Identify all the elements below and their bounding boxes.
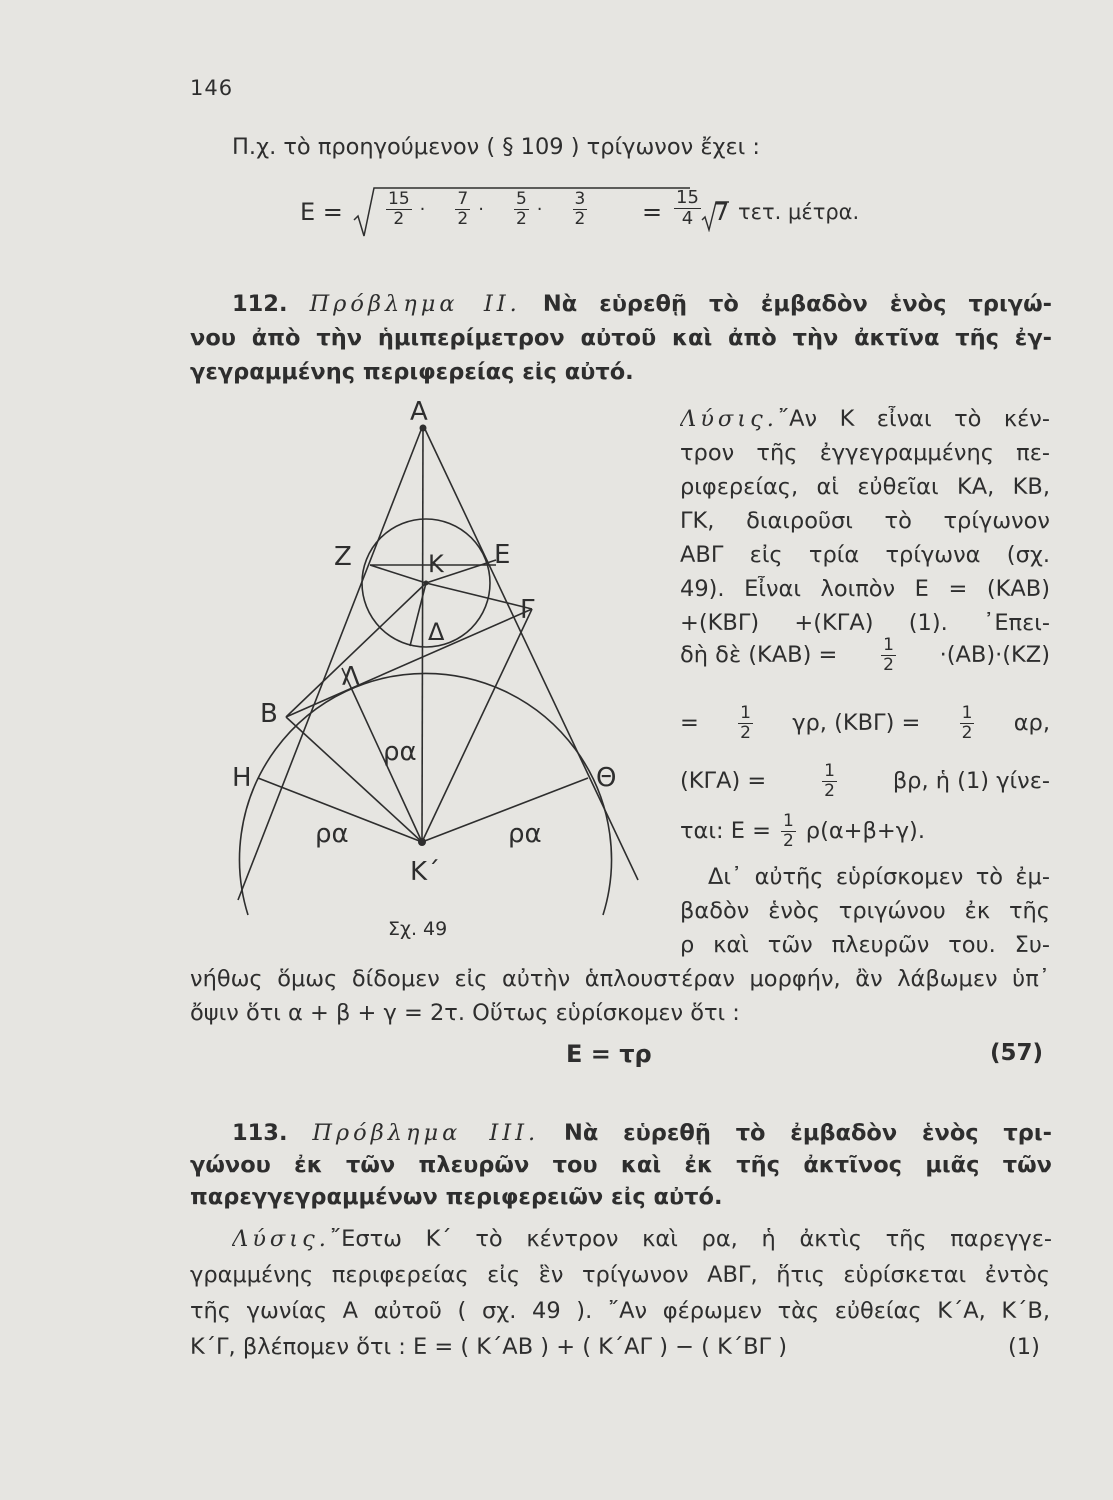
label-H: Η <box>232 763 252 793</box>
fraction-15-2: $\frac{15}{2}$ <box>388 189 410 229</box>
solution-112-line5: ΑΒΓ εἰς τρία τρίγωνα (σχ. <box>680 542 1050 568</box>
root-seven: 7 <box>714 198 730 226</box>
problem-112-title-line3: γεγραμμένης περιφερείας εἰς αὐτό. <box>190 359 634 385</box>
problem-113-title-line1 <box>232 1120 1052 1147</box>
point-K-prime <box>418 838 426 846</box>
problem-112-label: Πρόβλημα II. <box>309 291 521 317</box>
solution-113-label: Λύσις. <box>232 1226 330 1252</box>
solution-112-line11: ται: Ε = $\frac{1}{2}$ ρ(α+β+γ). <box>680 811 925 851</box>
problem-113-title-line3: παρεγγεγραμμένων περιφερειῶν εἰς αὐτό. <box>190 1184 723 1210</box>
label-E: Ε <box>494 540 511 570</box>
problem-113-title-line2: γώνου ἐκ τῶν πλευρῶν του καὶ ἐκ τῆς ἀκτῖνος μιᾶς τῶν <box>190 1152 1052 1178</box>
label-D: Δ <box>428 618 445 646</box>
label-Th: Θ <box>596 763 617 793</box>
solution-112-line6: 49). Εἶναι λοιπὸν Ε = (ΚΑΒ) <box>680 576 1050 602</box>
line-AK-prime <box>422 425 423 842</box>
figure-49 <box>0 0 700 960</box>
fraction-half: $\frac{1}{2}$ <box>883 635 894 675</box>
label-ra-right: ρα <box>508 819 542 849</box>
solution-113-line1: Λύσις.῎Εστω Κ΄ τὸ κέντρον καὶ ρα, ἡ ἀκτὶς τῆς παρεγγε- <box>232 1226 1052 1252</box>
formula-number-57: (57) <box>990 1040 1044 1066</box>
problem-112-number: 112. <box>232 291 288 317</box>
fraction-3-2: $\frac{3}{2}$ <box>574 189 586 229</box>
label-ra-vertical: ρα <box>383 737 417 767</box>
discussion-line1: Δι᾿ αὐτῆς εὑρίσκομεν τὸ ἐμ- <box>708 864 1050 890</box>
problem-113-title: Νὰ εὑρεθῇ τὸ ἐμβαδὸν ἑνὸς τρι- <box>564 1120 1052 1146</box>
label-B: Β <box>260 699 278 729</box>
solution-112-label: Λύσις. <box>680 406 778 432</box>
intro-line: Π.χ. τὸ προηγούμενον ( § 109 ) τρίγωνον ἔχει : <box>232 134 761 160</box>
label-ra-left: ρα <box>315 819 349 849</box>
fraction-half: $\frac{1}{2}$ <box>782 811 794 851</box>
fraction-half: $\frac{1}{2}$ <box>961 703 973 743</box>
discussion-line4: νήθως ὅμως δίδομεν εἰς αὐτὴν ἁπλουστέραν μορφήν, ἂν λάβωμεν ὑπ᾿ <box>190 966 1050 992</box>
label-Z: Ζ <box>334 542 352 572</box>
label-G: Γ <box>520 595 535 625</box>
solution-112-line7: +(ΚΒΓ) +(ΚΓΑ) (1). ᾿Επει- <box>680 610 1050 636</box>
solution-112-line3: ριφερείας, αἱ εὐθεῖαι ΚΑ, ΚΒ, <box>680 474 1050 500</box>
fraction-half: $\frac{1}{2}$ <box>740 703 751 743</box>
segment-KD <box>410 583 426 646</box>
segment-ZK <box>370 565 426 583</box>
solution-113-line2: γραμμένης περιφερείας εἰς ἓν τρίγωνον ΑΒΓ, ἥτις εὑρίσκεται ἐντὸς <box>190 1262 1050 1288</box>
label-L: Λ <box>342 662 360 692</box>
solution-112-line8: δὴ δὲ (ΚΑΒ) = $\frac{1}{2}$ ·(ΑΒ)·(ΚΖ) <box>680 635 1050 675</box>
solution-113-line3: τῆς γωνίας Α αὐτοῦ ( σχ. 49 ). ῎Αν φέρωμεν τὰς εὐθείας Κ΄Α, Κ΄Β, <box>190 1298 1050 1324</box>
equation-number-1: (1) <box>1008 1334 1040 1360</box>
problem-113-number: 113. <box>232 1120 288 1146</box>
formula-unit: τετ. μέτρα. <box>738 200 860 224</box>
formula-equals: = <box>642 198 663 226</box>
fraction-15-4: $\frac{15}{4}$ <box>676 187 699 229</box>
page-number: 146 <box>190 76 234 100</box>
solution-112-line10: (ΚΓΑ) = $\frac{1}{2}$ βρ, ἡ (1) γίνε- <box>680 761 1050 801</box>
formula-product: $\frac{15}{2}$ · $\frac{7}{2}$ · $\frac{5}{2}$ · $\frac{3}{2}$ <box>388 189 586 229</box>
solution-112-line2: τρον τῆς ἐγγεγραμμένης πε- <box>680 440 1050 466</box>
discussion-line3: ρ καὶ τῶν πλευρῶν του. Συ- <box>680 932 1050 958</box>
figure-caption: Σχ. 49 <box>388 918 448 940</box>
segment-KG <box>426 583 532 609</box>
label-A: Α <box>410 397 428 427</box>
solution-112-line1: Λύσις.῎Αν Κ εἶναι τὸ κέν- <box>680 406 1050 432</box>
discussion-line5: ὄψιν ὅτι α + β + γ = 2τ. Οὕτως εὑρίσκομεν ὅτι : <box>190 1000 740 1026</box>
fraction-half: $\frac{1}{2}$ <box>824 761 835 801</box>
solution-112-line9: = $\frac{1}{2}$ γρ, (ΚΒΓ) = $\frac{1}{2}$ αρ, <box>680 703 1050 743</box>
problem-112-title-line2: νου ἀπὸ τὴν ἡμιπερίμετρον αὐτοῦ καὶ ἀπὸ τὴν ἀκτῖνα τῆς ἐγ- <box>190 325 1052 351</box>
solution-113-line4: Κ΄Γ, βλέπομεν ὅτι : Ε = ( Κ΄ΑΒ ) + ( Κ΄ΑΓ ) − ( Κ΄ΒΓ ) <box>190 1334 788 1360</box>
formula-lhs: Ε = <box>300 198 343 226</box>
discussion-line2: βαδὸν ἑνὸς τριγώνου ἐκ τῆς <box>680 898 1050 924</box>
label-K-prime: Κ΄ <box>410 857 441 887</box>
solution-112-line4: ΓΚ, διαιροῦσι τὸ τρίγωνον <box>680 508 1050 534</box>
problem-113-label: Πρόβλημα III. <box>312 1120 540 1146</box>
line-BK-prime <box>286 717 422 842</box>
fraction-7-2: $\frac{7}{2}$ <box>457 189 469 229</box>
main-formula: Ε = τρ <box>566 1040 652 1068</box>
point-K <box>424 581 429 586</box>
problem-112-title: Νὰ εὑρεθῇ τὸ ἐμβαδὸν ἑνὸς τριγώ- <box>542 291 1052 317</box>
side-BG <box>286 609 532 717</box>
fraction-5-2: $\frac{5}{2}$ <box>515 189 527 229</box>
label-K: Κ <box>428 550 444 578</box>
